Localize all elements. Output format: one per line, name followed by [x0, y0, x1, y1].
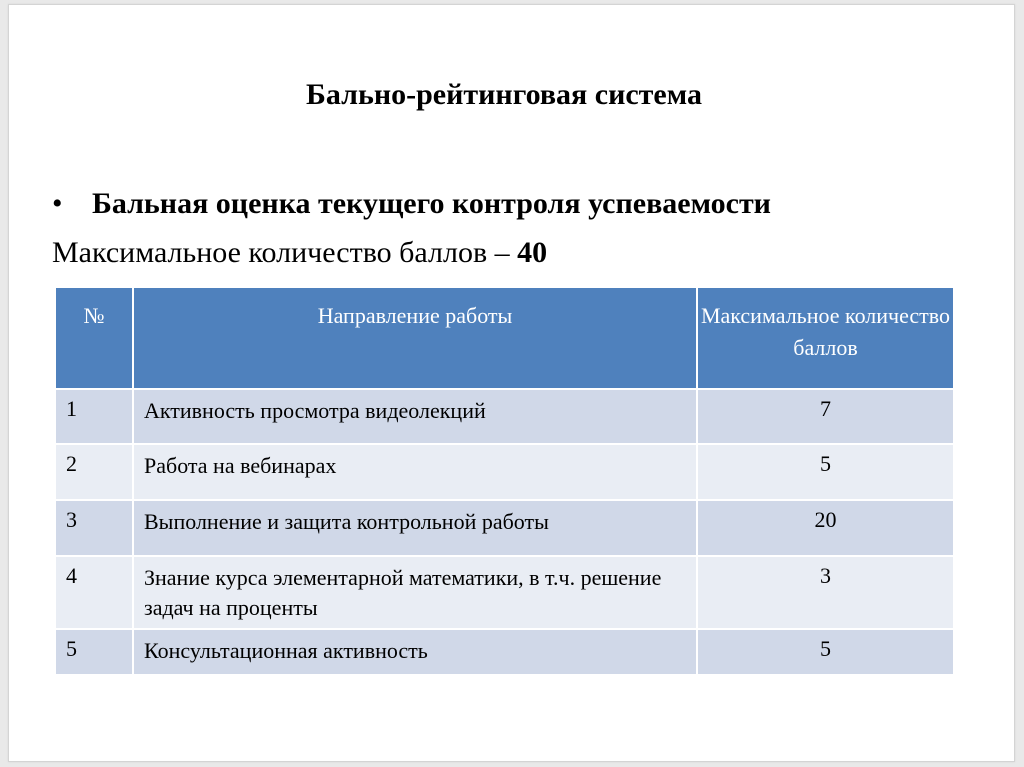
table-row — [55, 444, 954, 500]
row-points: 7 — [697, 389, 954, 444]
row-num: 3 — [55, 500, 133, 556]
bullet-symbol: • — [52, 187, 63, 220]
table-row — [55, 389, 954, 444]
table-row — [55, 629, 954, 675]
max-points-line — [52, 236, 547, 270]
row-num: 5 — [55, 629, 133, 675]
row-direction: Активность просмотра видеолекций — [133, 389, 697, 444]
points-table — [54, 286, 955, 676]
header-max-points: Максимальное количество баллов — [697, 287, 954, 389]
table-row — [55, 556, 954, 629]
header-num: № — [55, 287, 133, 389]
row-direction: Консультационная активность — [133, 629, 697, 675]
row-direction: Выполнение и защита контрольной работы — [133, 500, 697, 556]
max-points-label: Максимальное количество баллов – — [52, 236, 518, 269]
row-points: 3 — [697, 556, 954, 629]
row-points: 5 — [697, 444, 954, 500]
row-num: 4 — [55, 556, 133, 629]
row-num: 2 — [55, 444, 133, 500]
max-points-value: 40 — [517, 236, 548, 269]
row-direction: Знание курса элементарной математики, в т.ч. решение задач на проценты — [133, 556, 697, 629]
row-direction: Работа на вебинарах — [133, 444, 697, 500]
row-num: 1 — [55, 389, 133, 444]
bullet-item — [52, 187, 771, 221]
table-row — [55, 500, 954, 556]
row-points: 20 — [697, 500, 954, 556]
slide-title: Бально-рейтинговая система — [306, 78, 702, 111]
table-header-row — [55, 287, 954, 389]
bullet-text: Бальная оценка текущего контроля успеваемости — [92, 187, 771, 220]
header-direction: Направление работы — [133, 287, 697, 389]
row-points: 5 — [697, 629, 954, 675]
